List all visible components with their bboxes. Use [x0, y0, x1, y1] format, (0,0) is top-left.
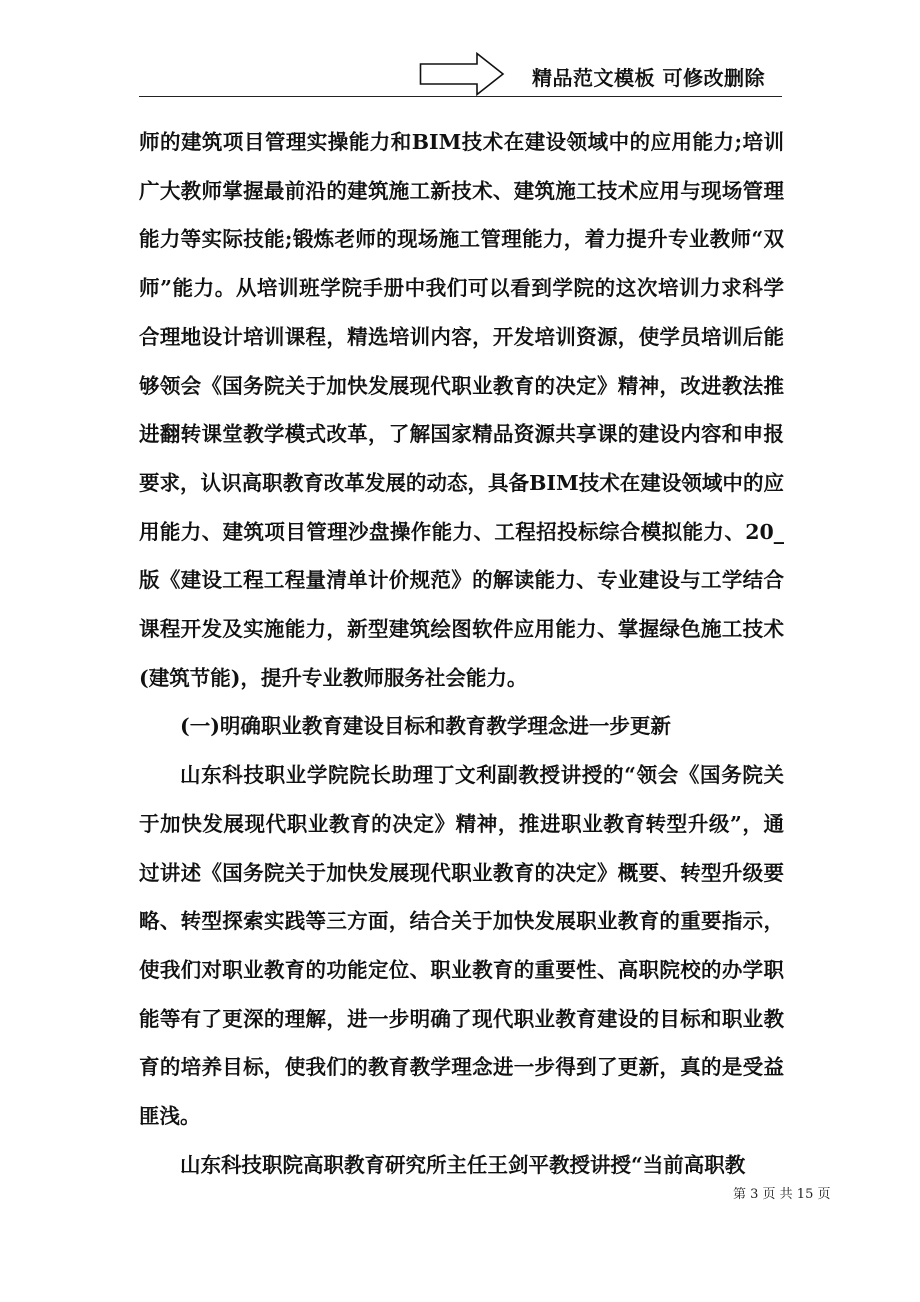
page-header	[0, 0, 920, 100]
header-title: 精品范文模板 可修改删除	[532, 66, 765, 90]
body-paragraph: 山东科技职业学院院长助理丁文利副教授讲授的“领会《国务院关于加快发展现代职业教育的决定》精神，推进职业教育转型升级”，通过讲述《国务院关于加快发展现代职业教育的决定》概要、转型升级要略、转型探索实践等三方面，结合关于加快发展职业教育的重要指示，使我们对职业教育的功能定位、职业教育的重要性、高职院校的办学职能等有了更深的理解，进一步明确了现代职业教育建设的目标和职业教育的培养目标，使我们的教育教学理念进一步得到了更新，真的是受益匪浅。	[139, 763, 784, 1129]
body-paragraph: 山东科技职院高职教育研究所主任王剑平教授讲授“当前高职教	[180, 1152, 746, 1177]
body-paragraph: 师的建筑项目管理实操能力和BIM技术在建设领域中的应用能力;培训广大教师掌握最前沿的建筑施工新技术、建筑施工技术应用与现场管理能力等实际技能;锻炼老师的现场施工管理能力，着力提升专业教师“双师”能力。从培训班学院手册中我们可以看到学院的这次培训力求科学合理地设计培训课程，精选培训内容，开发培训资源，使学员培训后能够领会《国务院关于加快发展现代职业教育的决定》精神，改进教法推进翻转课堂教学模式改革，了解国家精品资源共享课的建设内容和申报要求，认识高职教育改革发展的动态，具备BIM技术在建设领域中的应用能力、建筑项目管理沙盘操作能力、工程招投标综合模拟能力、20_版《建设工程工程量清单计价规范》的解读能力、专业建设与工学结合课程开发及实施能力，新型建筑绘图软件应用能力、掌握绿色施工技术(建筑节能)，提升专业教师服务社会能力。	[139, 130, 784, 690]
header-divider	[139, 96, 782, 97]
document-body	[139, 118, 784, 1189]
section-heading: (一)明确职业教育建设目标和教育教学理念进一步更新	[180, 714, 671, 739]
arrow-right-icon	[419, 52, 505, 96]
page-number: 第 3 页 共 15 页	[733, 1187, 831, 1202]
